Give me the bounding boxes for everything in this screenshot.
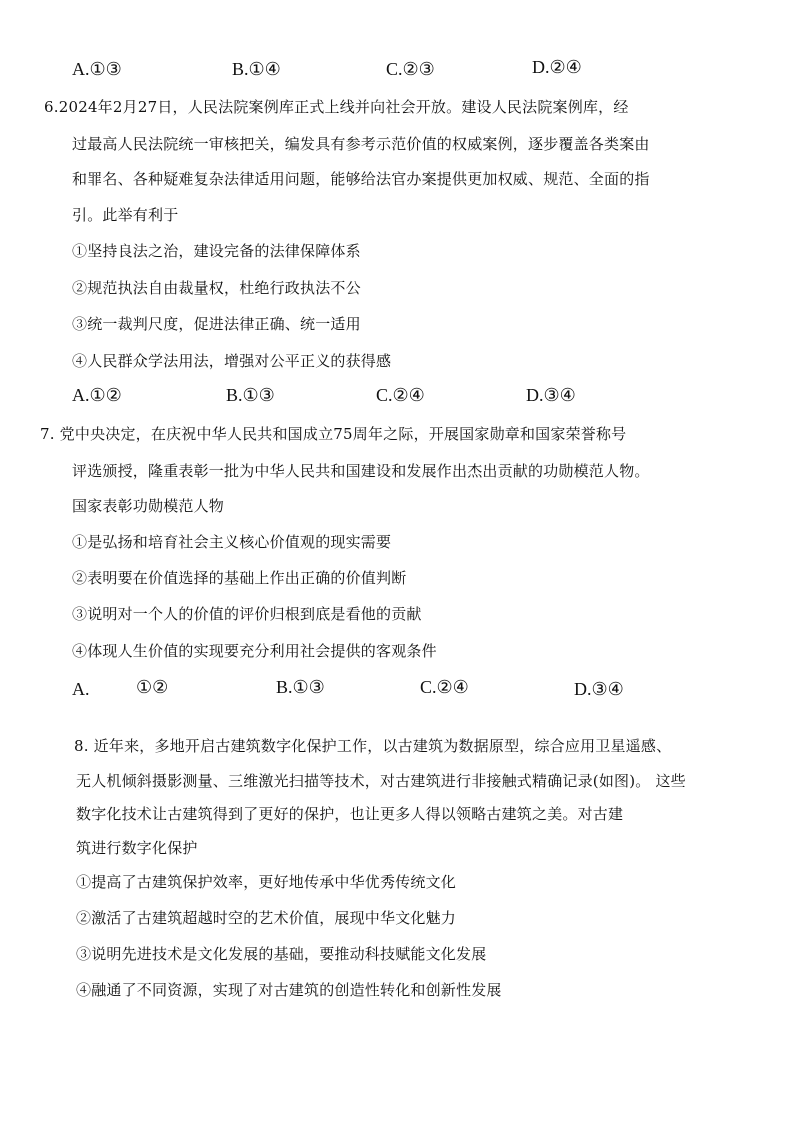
q8-stem-line-4: 筑进行数字化保护 bbox=[76, 839, 198, 857]
q6-option-c: C.②④ bbox=[376, 385, 425, 405]
q7-item-3: ③说明对一个人的价值的评价归根到底是看他的贡献 bbox=[72, 605, 422, 623]
q7-item-4: ④体现人生价值的实现要充分利用社会提供的客观条件 bbox=[72, 642, 437, 660]
q7-option-b: B.①③ bbox=[276, 677, 325, 697]
q6-stem-line-3: 和罪名、各种疑难复杂法律适用问题，能够给法官办案提供更加权威、规范、全面的指 bbox=[72, 170, 650, 188]
q7-stem-line-3: 国家表彰功勋模范人物 bbox=[72, 497, 225, 515]
q8-item-2: ②激活了古建筑超越时空的艺术价值，展现中华文化魅力 bbox=[76, 909, 457, 927]
q7-option-a-value: ①② bbox=[136, 677, 169, 697]
q7-option-c: C.②④ bbox=[420, 677, 469, 697]
q6-option-d: D.③④ bbox=[526, 385, 576, 405]
q8-stem-line-2: 无人机倾斜摄影测量、三维激光扫描等技术，对古建筑进行非接触式精确记录(如图)。 这些 bbox=[76, 772, 686, 790]
prev-option-a: A.①③ bbox=[72, 59, 122, 79]
q8-stem-line-1: 8. 近年来，多地开启古建筑数字化保护工作，以古建筑为数据原型，综合应用卫星遥感、 bbox=[74, 737, 672, 755]
q6-option-a: A.①② bbox=[72, 385, 122, 405]
q8-item-4: ④融通了不同资源，实现了对古建筑的创造性转化和创新性发展 bbox=[76, 981, 502, 999]
q6-option-b: B.①③ bbox=[226, 385, 275, 405]
q6-item-3: ③统一裁判尺度，促进法律正确、统一适用 bbox=[72, 315, 361, 333]
q7-option-a-letter: A. bbox=[72, 679, 90, 699]
q7-item-2: ②表明要在价值选择的基础上作出正确的价值判断 bbox=[72, 569, 407, 587]
q6-stem-line-1: 6.2024年2月27日，人民法院案例库正式上线并向社会开放。建设人民法院案例库，经 bbox=[44, 98, 629, 116]
prev-option-c: C.②③ bbox=[386, 59, 435, 79]
q7-stem-line-1: 7. 党中央决定，在庆祝中华人民共和国成立75周年之际，开展国家勋章和国家荣誉称号 bbox=[40, 425, 627, 443]
prev-option-b: B.①④ bbox=[232, 59, 281, 79]
q6-item-4: ④人民群众学法用法，增强对公平正义的获得感 bbox=[72, 352, 392, 370]
q7-item-1: ①是弘扬和培育社会主义核心价值观的现实需要 bbox=[72, 533, 392, 551]
q6-item-2: ②规范执法自由裁量权，杜绝行政执法不公 bbox=[72, 279, 361, 297]
q7-option-d: D.③④ bbox=[574, 679, 624, 699]
q8-stem-line-3: 数字化技术让古建筑得到了更好的保护，也让更多人得以领略古建筑之美。对古建 bbox=[76, 805, 624, 823]
q6-stem-line-2: 过最高人民法院统一审核把关，编发具有参考示范价值的权威案例，逐步覆盖各类案由 bbox=[72, 135, 650, 153]
q8-item-1: ①提高了古建筑保护效率，更好地传承中华优秀传统文化 bbox=[76, 873, 457, 891]
prev-option-d: D.②④ bbox=[532, 57, 582, 77]
q6-item-1: ①坚持良法之治，建设完备的法律保障体系 bbox=[72, 242, 361, 260]
q6-stem-line-4: 引。此举有利于 bbox=[72, 206, 179, 224]
q7-stem-line-2: 评选颁授，隆重表彰一批为中华人民共和国建设和发展作出杰出贡献的功勋模范人物。 bbox=[72, 462, 650, 480]
q8-item-3: ③说明先进技术是文化发展的基础，要推动科技赋能文化发展 bbox=[76, 945, 487, 963]
